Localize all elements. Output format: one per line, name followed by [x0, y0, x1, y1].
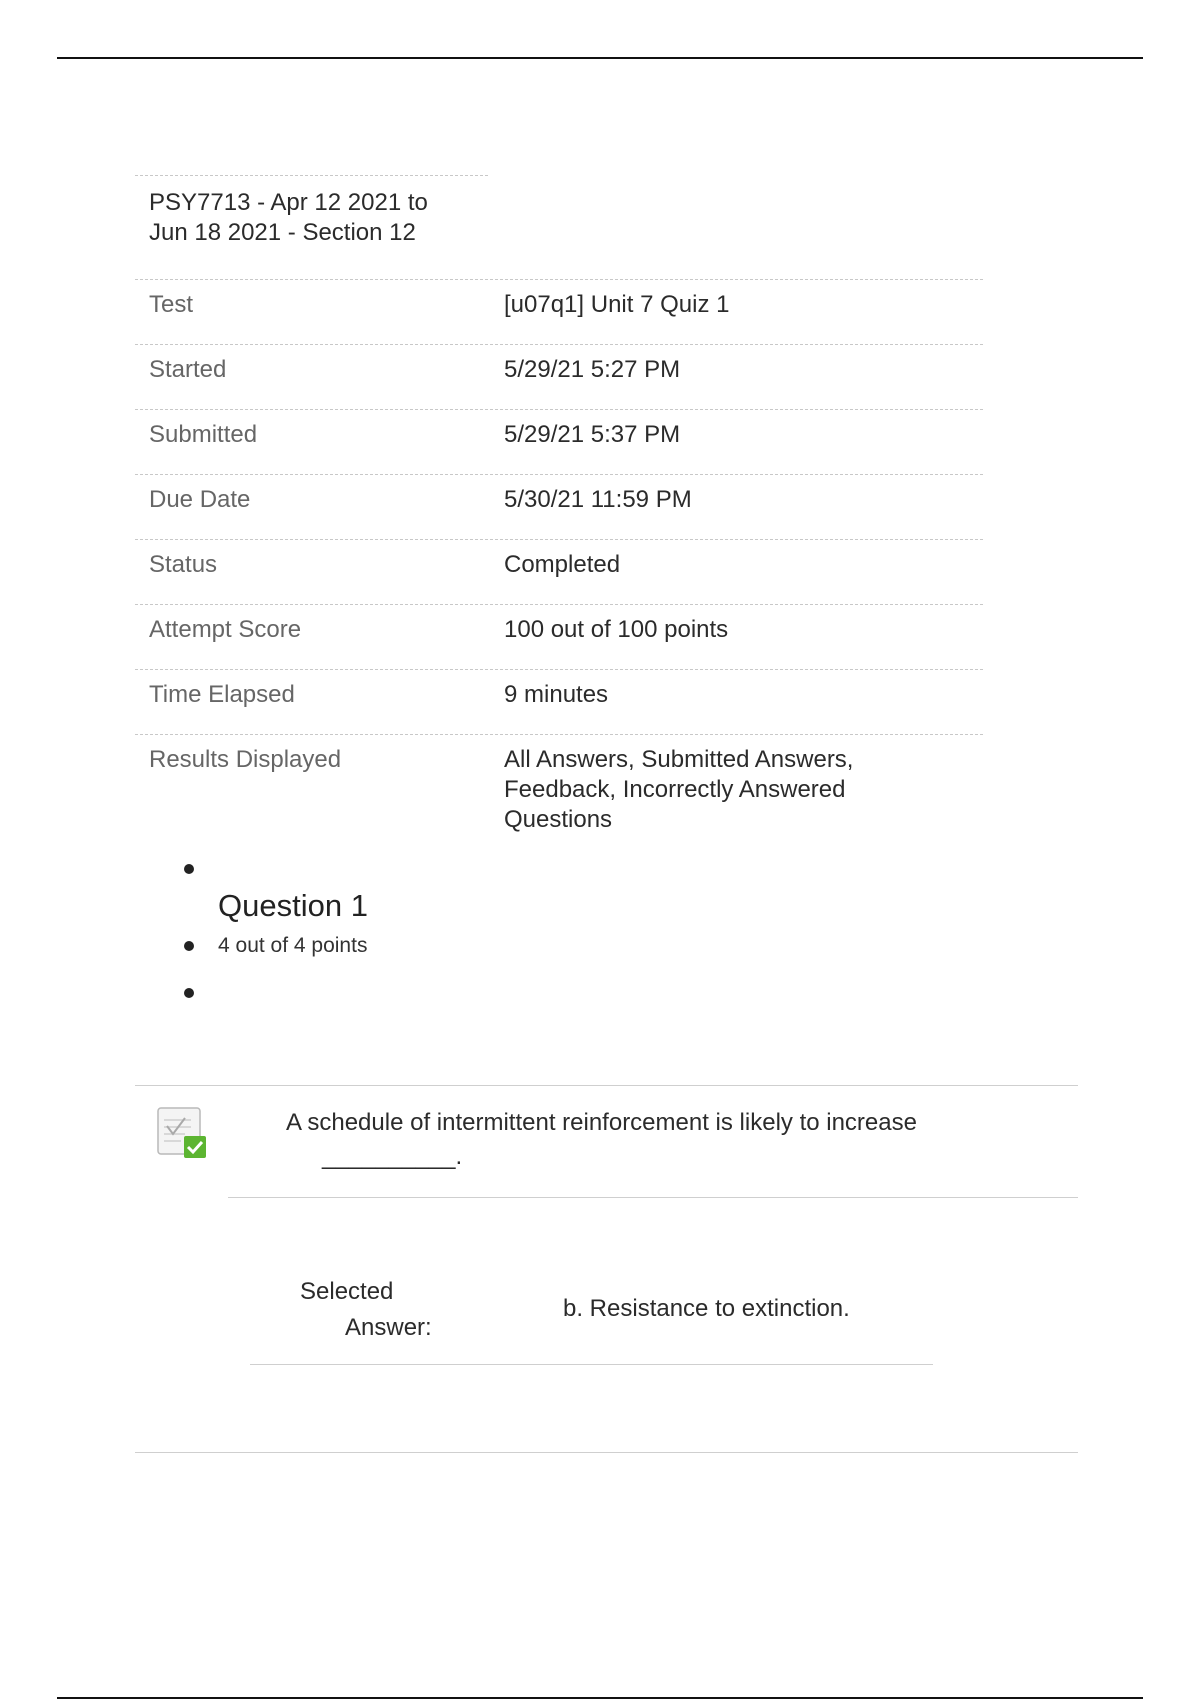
page-bottom-rule	[57, 1697, 1143, 1699]
detail-row-results-displayed	[135, 734, 983, 855]
question-points: 4 out of 4 points	[218, 934, 368, 957]
list-bullet	[184, 988, 194, 998]
question-title: Question 1	[218, 888, 368, 923]
detail-label: Started	[149, 356, 227, 383]
detail-value: 9 minutes	[504, 681, 609, 708]
detail-label: Due Date	[149, 486, 251, 513]
detail-row-test	[135, 279, 983, 344]
detail-value: 5/29/21 5:27 PM	[504, 356, 681, 383]
detail-label: Submitted	[149, 421, 258, 448]
detail-row-attempt-score	[135, 604, 983, 669]
detail-row-time-elapsed	[135, 669, 983, 734]
detail-value: 5/30/21 11:59 PM	[504, 486, 692, 513]
detail-value: Completed	[504, 551, 621, 578]
answer-divider	[250, 1364, 933, 1365]
question-prompt: A schedule of intermittent reinforcement is likely to increase	[286, 1109, 917, 1136]
detail-value: 5/29/21 5:37 PM	[504, 421, 681, 448]
question-text	[286, 1106, 1006, 1174]
detail-label: Attempt Score	[149, 616, 302, 643]
selected-answer-label	[300, 1274, 460, 1346]
list-bullet	[184, 941, 194, 951]
question-top-divider	[135, 1085, 1078, 1086]
question-blank: __________.	[322, 1143, 463, 1170]
detail-value: [u07q1] Unit 7 Quiz 1	[504, 291, 730, 318]
page-top-rule	[57, 57, 1143, 59]
course-header	[135, 175, 488, 246]
question-text-divider	[228, 1197, 1078, 1198]
detail-row-status	[135, 539, 983, 604]
detail-label: Results Displayed	[149, 746, 342, 773]
selected-label-line1: Selected	[300, 1278, 394, 1305]
list-bullet	[184, 864, 194, 874]
detail-label: Status	[149, 551, 218, 578]
detail-row-submitted	[135, 409, 983, 474]
course-title: PSY7713 - Apr 12 2021 to Jun 18 2021 - Section 12	[149, 189, 428, 246]
correct-checkmark-icon	[155, 1106, 209, 1160]
detail-value: 100 out of 100 points	[504, 616, 729, 643]
detail-row-started	[135, 344, 983, 409]
selected-answer-value: b. Resistance to extinction.	[563, 1295, 850, 1322]
detail-label: Time Elapsed	[149, 681, 295, 708]
selected-label-line2: Answer:	[345, 1314, 432, 1341]
detail-row-due-date	[135, 474, 983, 539]
question-bottom-divider	[135, 1452, 1078, 1453]
detail-label: Test	[149, 291, 194, 318]
detail-value: All Answers, Submitted Answers, Feedback, Incorrectly Answered Questions	[504, 746, 854, 833]
attempt-details-table	[135, 279, 983, 855]
